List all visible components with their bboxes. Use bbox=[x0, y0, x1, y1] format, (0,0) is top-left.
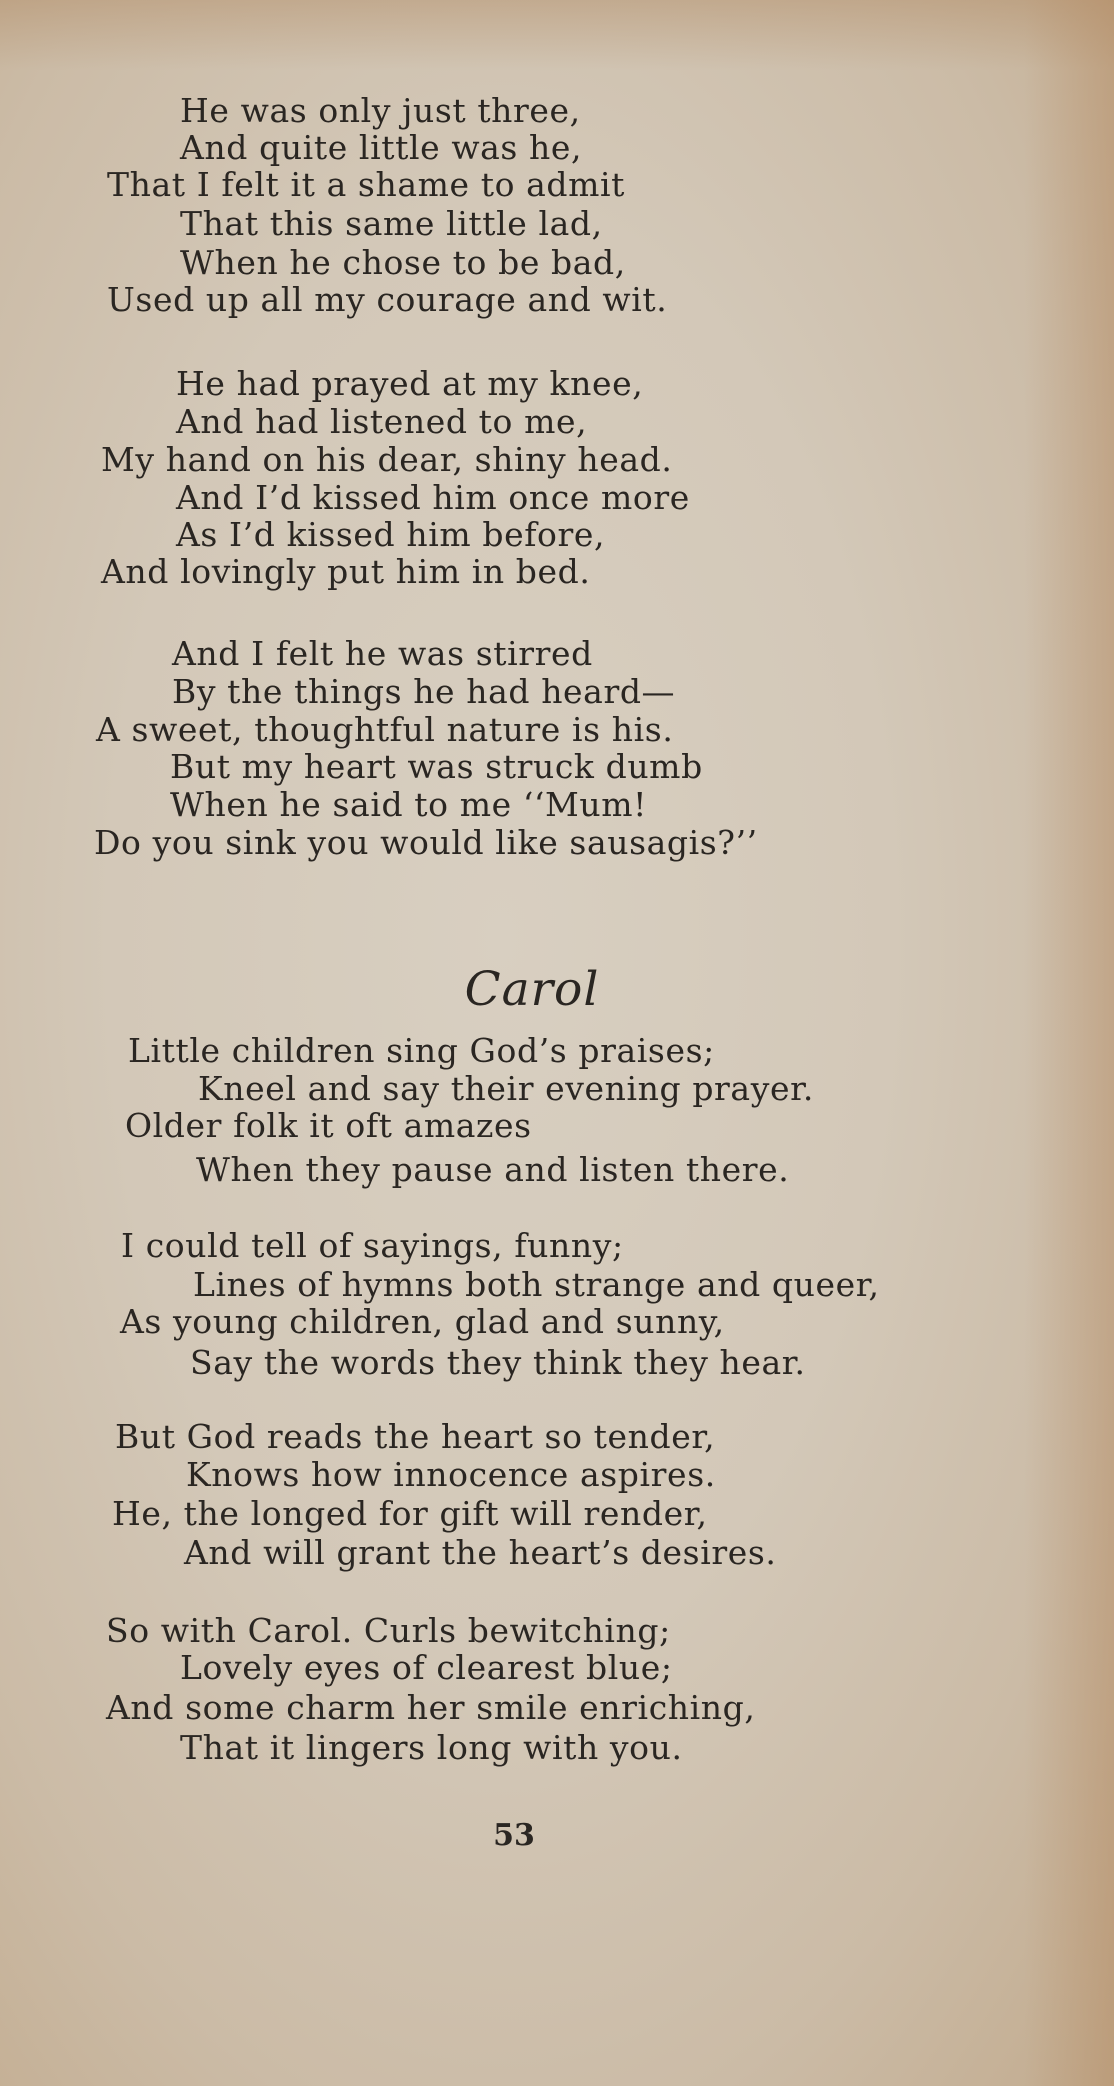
poem-line: And I’d kissed him once more bbox=[176, 478, 690, 517]
poem-line: And lovingly put him in bed. bbox=[101, 552, 591, 591]
poem-line: He had prayed at my knee, bbox=[176, 364, 644, 403]
poem-line: Lines of hymns both strange and queer, bbox=[193, 1265, 880, 1304]
poem-line: I could tell of sayings, funny; bbox=[121, 1226, 624, 1265]
poem-line: When they pause and listen there. bbox=[196, 1150, 790, 1189]
poem-line: Do you sink you would like sausagis?’’ bbox=[94, 823, 758, 862]
poem-line: And some charm her smile enriching, bbox=[106, 1688, 756, 1727]
page-number bbox=[0, 1818, 1114, 1853]
poem-line: But my heart was struck dumb bbox=[170, 747, 703, 786]
poem-line: And I felt he was stirred bbox=[172, 634, 593, 673]
poem-line: Little children sing God’s praises; bbox=[128, 1031, 715, 1070]
poem-line: But God reads the heart so tender, bbox=[115, 1417, 716, 1456]
page-number-text: 53 bbox=[493, 1818, 535, 1853]
poem-line: Lovely eyes of clearest blue; bbox=[180, 1648, 673, 1687]
poem-line: That it lingers long with you. bbox=[180, 1728, 683, 1767]
poem-line: That I felt it a shame to admit bbox=[107, 165, 626, 204]
poem-line: When he said to me ‘‘Mum! bbox=[170, 785, 647, 824]
poem-line: When he chose to be bad, bbox=[180, 243, 626, 282]
poem-line: By the things he had heard— bbox=[172, 672, 676, 711]
poem-line: And quite little was he, bbox=[180, 128, 583, 167]
page-edge-shadow-top bbox=[0, 0, 1114, 70]
poem-line: Knows how innocence aspires. bbox=[186, 1455, 716, 1494]
poem-line: A sweet, thoughtful nature is his. bbox=[96, 710, 674, 749]
poem-line: He was only just three, bbox=[180, 91, 581, 130]
poem-line: My hand on his dear, shiny head. bbox=[101, 440, 673, 479]
poem-line: As young children, glad and sunny, bbox=[120, 1302, 725, 1341]
poem-line: So with Carol. Curls bewitching; bbox=[106, 1611, 671, 1650]
poem-line: That this same little lad, bbox=[180, 204, 603, 243]
poem-line: Used up all my courage and wit. bbox=[107, 280, 668, 319]
poem-line: And had listened to me, bbox=[176, 402, 588, 441]
poem-line: Kneel and say their evening prayer. bbox=[198, 1069, 814, 1108]
page-edge-shadow-right bbox=[1024, 0, 1114, 2086]
poem-line: And will grant the heart’s desires. bbox=[184, 1533, 777, 1572]
poem-line: He, the longed for gift will render, bbox=[112, 1494, 708, 1533]
poem-title-text: Carol bbox=[464, 962, 600, 1017]
poem-line: Older folk it oft amazes bbox=[125, 1106, 532, 1145]
poem-line: Say the words they think they hear. bbox=[190, 1343, 806, 1382]
poem-line: As I’d kissed him before, bbox=[176, 515, 606, 554]
poem-title bbox=[0, 962, 1114, 1017]
